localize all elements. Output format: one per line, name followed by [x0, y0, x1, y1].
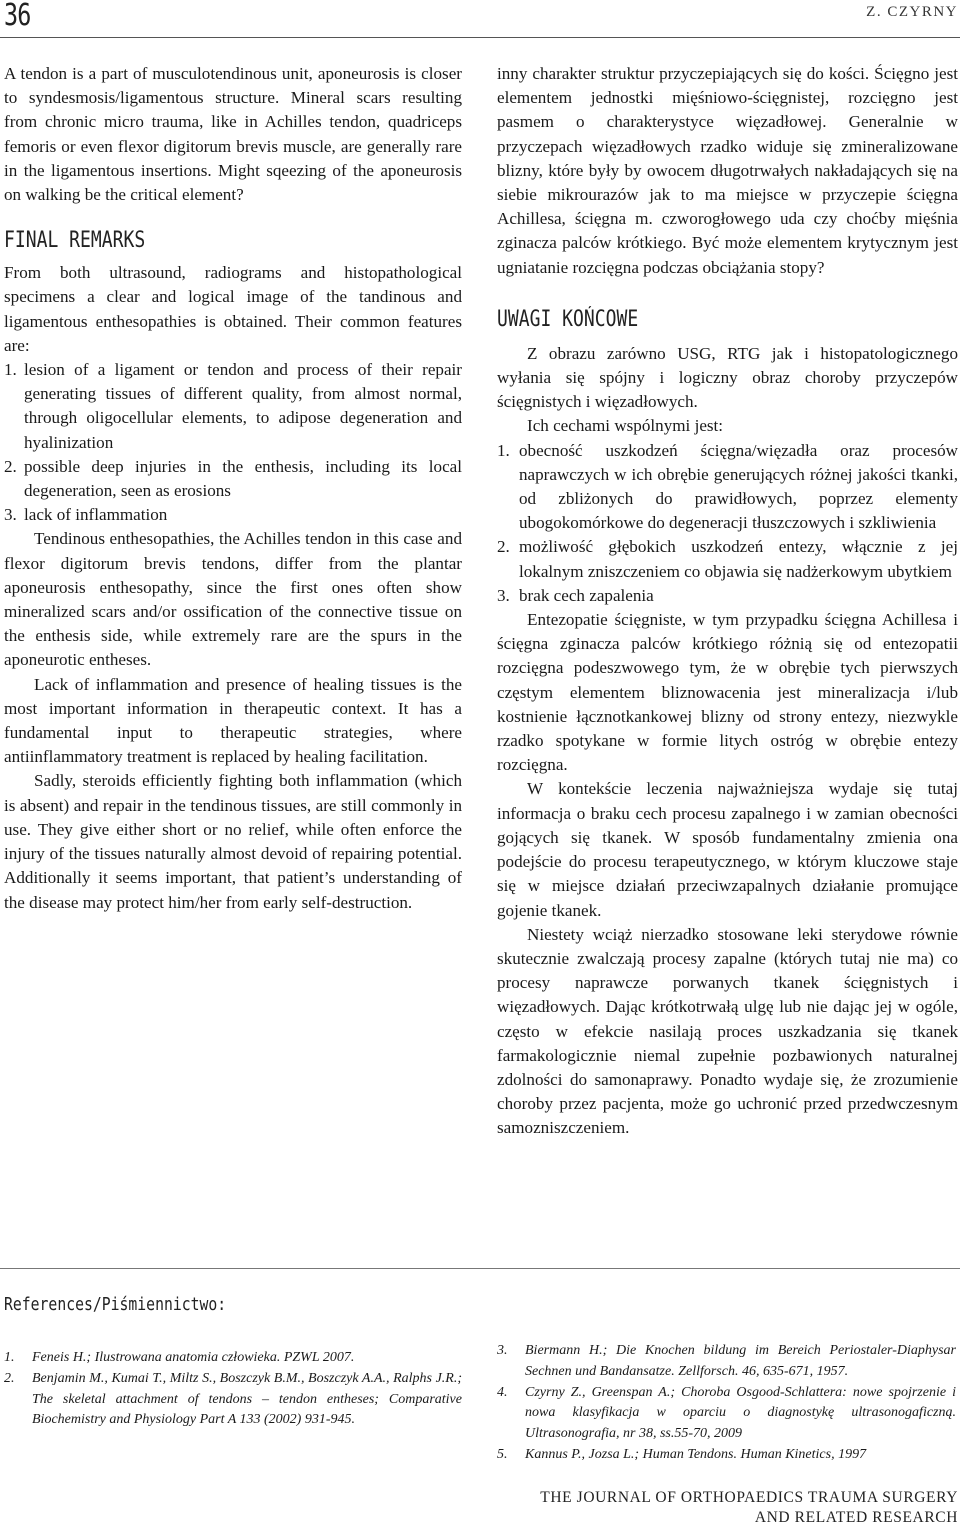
- footer-line-2: AND RELATED RESEARCH: [754, 1509, 958, 1526]
- list-item-text: possible deep injuries in the enthesis, including its local degeneration, seen as erosions: [24, 456, 462, 501]
- list-item-text: lesion of a ligament or tendon and process of their repair generating tissues of different quality, from almost normal, through oligocellular elements, to adipose degeneration and hyalinization: [24, 360, 462, 452]
- reference-text: Benjamin M., Kumai T., Miltz S., Boszczyk B.M., Boszczyk A.A., Ralphs J.R.; The skeletal attachment of tendons – tendon entheses; Comparative Biochemistry and Physiology Part A 133 (2002) 931-945.: [32, 1370, 462, 1428]
- reference-item: [4, 1348, 462, 1369]
- english-lead-paragraph: From both ultrasound, radiograms and histopathological specimens a clear and logical image of the tandinous and ligamentous enthesopathies is obtained. Their common features are:: [4, 263, 462, 355]
- polish-lead-paragraph: Z obrazu zarówno USG, RTG jak i histopatologicznego wyłania się spójny i logiczny obraz choroby przyczepów ścięgnistych i więzadłowych.: [497, 343, 958, 412]
- polish-features-list: [497, 439, 958, 608]
- list-item-text: lack of inflammation: [24, 505, 168, 525]
- reference-number: 3.: [497, 1343, 508, 1358]
- reference-item: [4, 1369, 462, 1431]
- reference-number: 5.: [497, 1446, 508, 1462]
- reference-number: 2.: [4, 1370, 15, 1386]
- list-item: [4, 503, 462, 527]
- list-item-text: możliwość głębokich uszkodzeń entezy, włącznie z jej lokalnym zniszczeniem co objawia się nadżerkowym ubytkiem: [519, 537, 958, 581]
- list-number: 1.: [497, 440, 510, 460]
- english-column: [4, 62, 462, 915]
- polish-intro-paragraph: inny charakter struktur przyczepiających się do kości. Ścięgno jest elementem jednostki mięśniowo-ścięgnistej, rozcięgno jest pasmem o charakterystyce więzadłowej. Generalnie w przyczepach więzadłowych rzadko widuje się zmineralizowane blizny, które były by owocem długotrwałych nakładających się na siebie mikrourazów jak to ma miejsce w przyczepie ścięgna Achillesa, ścięgna m. czworogłowego uda czy choćby mięśnia zginacza palców krótkiego. Być może elementem krytycznym jest ugniatanie rozcięgna podczas obciążania stopy?: [497, 64, 958, 277]
- list-item: [497, 535, 958, 583]
- list-number: 3.: [4, 505, 17, 525]
- list-number: 3.: [497, 585, 510, 605]
- footer-line-1: THE JOURNAL OF ORTHOPAEDICS TRAUMA SURGERY: [540, 1489, 958, 1506]
- references-list-left: [4, 1348, 462, 1431]
- references-title: References/Piśmiennictwo:: [4, 1294, 227, 1315]
- polish-body-paragraph: Entezopatie ścięgniste, w tym przypadku ścięgna Achillesa i ścięgna zginacza palców krótkiego różnią się od entezopatii rozcięgna podeszwowego tym, że w obrębie tych pierwszych częstym elementem bliznowacenia jest mineralizacja i/lub kostnienie łącznotkankowej blizny od strony entezy, niezwykle rzadko spotykane w formie litych ostróg w obrębie entezy rozcięgna.: [497, 610, 958, 775]
- references-rule: [0, 1268, 960, 1269]
- english-features-list: [4, 358, 462, 527]
- reference-text: Czyrny Z., Greenspan A.; Choroba Osgood-Schlattera: nowe spojrzenie i nowa klasyfikacja w oparciu o diagnostykę ultrasonogaficzną. Ultrasonografia, nr 38, ss.55-70, 2009: [525, 1384, 956, 1442]
- running-head: Z. CZYRNY: [866, 4, 958, 20]
- list-item: [497, 439, 958, 536]
- journal-footer: [540, 1488, 958, 1528]
- header-rule: [0, 37, 960, 38]
- list-number: 2.: [497, 537, 510, 557]
- reference-text: Feneis H.; Ilustrowana anatomia człowieka. PZWL 2007.: [32, 1350, 355, 1365]
- reference-number: 4.: [497, 1384, 508, 1400]
- list-item: [4, 455, 462, 503]
- english-body-paragraph: Tendinous enthesopathies, the Achilles tendon in this case and flexor digitorum brevis tendons, differ from the plantar aponeurosis enthesopathy, since the first ones often show mineralized scars and/or ossification of the connective tissue on the enthesis side, while extremely rare are the spurs in the aponeurotic entheses.: [4, 529, 462, 670]
- polish-lead2-paragraph: Ich cechami wspólnymi jest:: [527, 416, 724, 436]
- polish-body-paragraph: Niestety wciąż nierzadko stosowane leki sterydowe równie skutecznie zwalczają procesy zapalne (których tutaj nie ma) co procesy naprawcze porwanych tkanek ścięgnistych i więzadłowych. Dając krótkotrwałą ulgę lub nie dając jej w ogóle, często w efekcie nasilają proces uszkadzania się tkanek farmakologicznie niemal zupełnie pozbawionych naturalnej zdolności do samonaprawy. Ponadto wydaje się, że zrozumienie choroby przez pacjenta, może go uchronić przed przedwczesnym samozniszczeniem.: [497, 924, 958, 1138]
- list-item: [4, 358, 462, 455]
- polish-body-paragraph: W kontekście leczenia najważniejsza wydaje się tutaj informacja o braku cech procesu zapalnego i w zamian obecności gojących się tkanek. W sposób fundamentalny zmienia ona podejście do procesu terapeutycznego, w którym kluczowe staje się w miejsce działań przeciwzapalnych działanie promujące gojenie tkanek.: [497, 779, 958, 920]
- english-body-paragraph: Lack of inflammation and presence of healing tissues is the most important information in therapeutic context. It has a fundamental input to therapeutic strategies, where antiinflammatory treatment is replaced by healing facilitation.: [4, 674, 462, 767]
- reference-item: [497, 1341, 956, 1383]
- list-number: 2.: [4, 456, 17, 476]
- final-remarks-heading: FINAL REMARKS: [4, 228, 146, 254]
- references-list-right: [497, 1341, 956, 1466]
- reference-item: [497, 1445, 956, 1466]
- english-intro-paragraph: A tendon is a part of musculotendinous unit, aponeurosis is closer to syndesmosis/ligamentous structure. Mineral scars resulting from chronic micro trauma, like in Achilles tendon, quadriceps femoris or even flexor digitorum brevis muscle, are generally rare in the ligamentous insertions. Might sqeezing of the aponeurosis on walking be the critical element?: [4, 64, 462, 205]
- list-item-text: obecność uszkodzeń ścięgna/więzadła oraz procesów naprawczych w ich obrębie generujących różnej jakości tkanki, od zbliżonych do prawidłowych, poprzez elementy ubogokomórkowe do degeneracji tłuszczowych i szkliwienia: [519, 440, 958, 533]
- reference-text: Kannus P., Jozsa L.; Human Tendons. Human Kinetics, 1997: [525, 1446, 867, 1462]
- reference-text: Biermann H.; Die Knochen bildung im Bereich Periostaler-Diaphysar Sechnen und Bandansatze. Zellforsch. 46, 635-671, 1957.: [525, 1343, 956, 1379]
- english-body-paragraph: Sadly, steroids efficiently fighting both inflammation (which is absent) and repair in the tendinous tissues, are still commonly in use. They give either short or no relief, while often enforce the injury of the tissues naturally almost devoid of repairing potential. Additionally it seems important, that patient’s understanding of the disease may protect him/her from early self-destruction.: [4, 771, 462, 912]
- list-number: 1.: [4, 360, 17, 380]
- polish-column: [497, 62, 958, 1141]
- page-number: 36: [4, 0, 31, 33]
- reference-item: [497, 1383, 956, 1445]
- list-item: [497, 584, 958, 608]
- reference-number: 1.: [4, 1350, 15, 1365]
- uwagi-koncowe-heading: UWAGI KOŃCOWE: [497, 306, 639, 332]
- list-item-text: brak cech zapalenia: [519, 585, 654, 605]
